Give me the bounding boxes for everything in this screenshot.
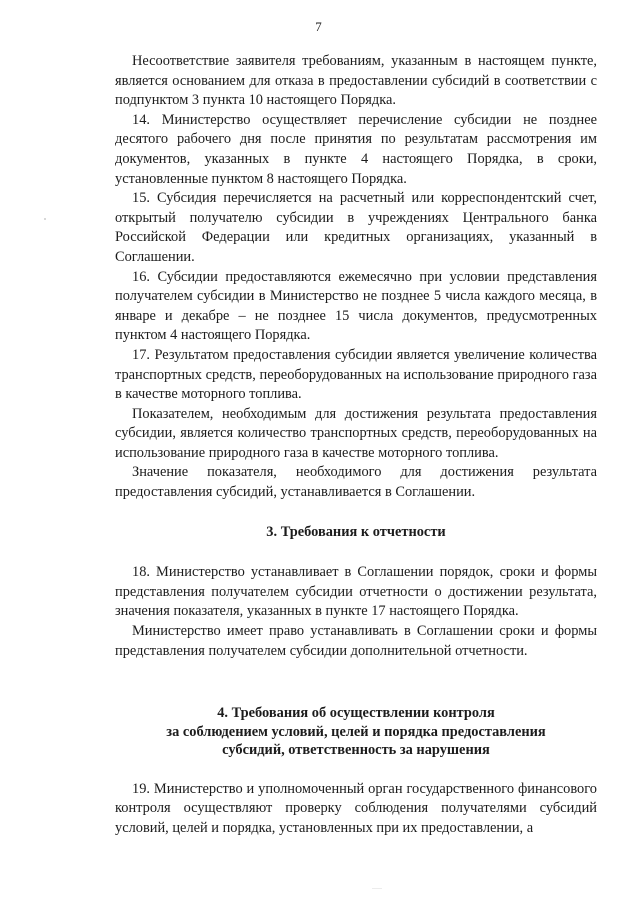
paragraph-15: 15. Субсидия перечисляется на расчетный или корреспондентский счет, открытый получателю субсидии в учреждениях Центрального банка Российской Федерации или кредитных организациях, указанный в Соглашении. bbox=[115, 190, 597, 265]
paragraph-18: 18. Министерство устанавливает в Соглашении порядок, сроки и формы представления получателем субсидии отчетности о достижении результата, значения показателя, указанных в пункте 17 настоящего Порядка. bbox=[115, 564, 597, 620]
document-body bbox=[115, 52, 597, 838]
section-3-title: 3. Требования к отчетности bbox=[266, 523, 446, 540]
section-4-title-line: 4. Требования об осуществлении контроля bbox=[217, 705, 495, 722]
page-number: 7 bbox=[315, 19, 322, 34]
paragraph-indicator: Показателем, необходимым для достижения результата предоставления субсидии, является количество транспортных средств, переоборудованных на использование природного газа в качестве моторного топлива. bbox=[115, 405, 597, 461]
scan-speck bbox=[372, 888, 382, 889]
paragraph-14: 14. Министерство осуществляет перечисление субсидии не позднее десятого рабочего дня после принятия по результатам рассмотрения им документов, указанных в пункте 4 настоящего Порядка, в сроки, установленные пунктом 8 настоящего Порядка. bbox=[115, 111, 597, 187]
paragraph-non-compliance: Несоответствие заявителя требованиям, указанным в настоящем пункте, является основанием для отказа в предоставлении субсидий в соответствии с подпунктом 3 пункта 10 настоящего Порядка. bbox=[115, 53, 597, 109]
paragraph-indicator-value: Значение показателя, необходимого для достижения результата предоставления субсидий, устанавливается в Соглашении. bbox=[115, 464, 597, 501]
section-3-heading bbox=[115, 523, 597, 542]
scan-speck bbox=[44, 218, 46, 220]
paragraph-19: 19. Министерство и уполномоченный орган государственного финансового контроля осуществляют проверку соблюдения получателями субсидий условий, целей и порядка, установленных при их предоставлении, а bbox=[115, 780, 597, 836]
paragraph-additional-reporting: Министерство имеет право устанавливать в Соглашении сроки и формы представления получателем субсидии дополнительной отчетности. bbox=[115, 622, 597, 659]
section-4-heading bbox=[115, 704, 597, 760]
section-4-title-line: за соблюдением условий, целей и порядка предоставления bbox=[166, 723, 546, 740]
paragraph-17: 17. Результатом предоставления субсидии является увеличение количества транспортных средств, переоборудованных на использование природного газа в качестве моторного топлива. bbox=[115, 346, 597, 403]
section-4-title-line: субсидий, ответственность за нарушения bbox=[222, 742, 490, 759]
paragraph-16: 16. Субсидии предоставляются ежемесячно при условии представления получателем субсидии в Министерство не позднее 5 числа каждого месяца, в январе и декабре – не позднее 15 числа документов, предусмотренных пунктом 4 настоящего Порядка. bbox=[115, 268, 597, 344]
